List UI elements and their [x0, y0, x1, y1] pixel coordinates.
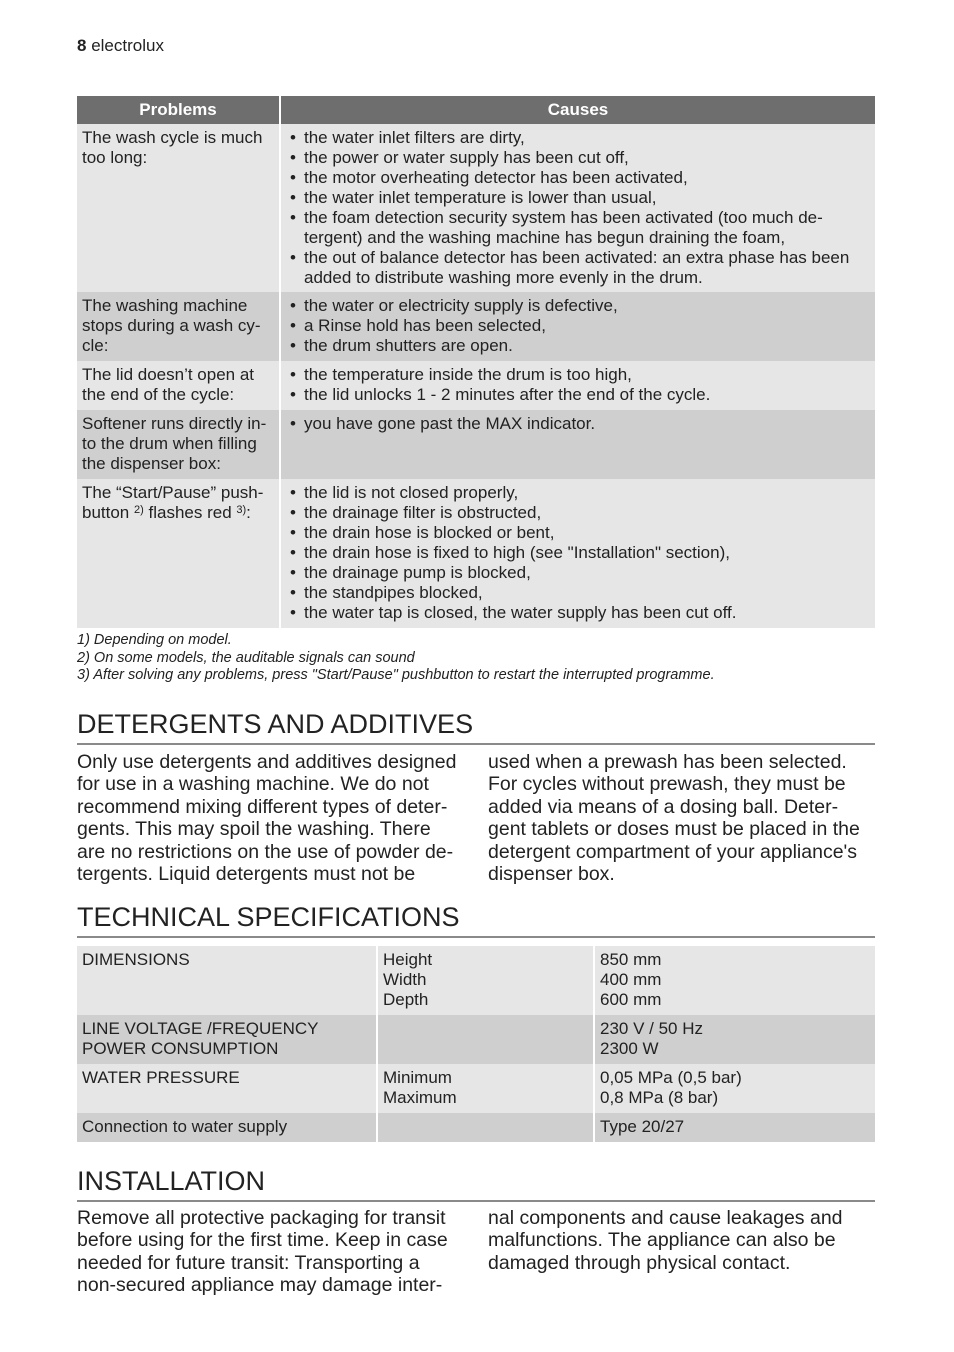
- cause-item: • the motor overheating detector has been activated,: [285, 168, 871, 188]
- problem-cell: [77, 410, 280, 479]
- spec-name-cell: [77, 1064, 377, 1113]
- cause-item: • the power or water supply has been cut off,: [285, 148, 871, 168]
- problem-text: cle:: [82, 336, 109, 355]
- detergents-heading: DETERGENTS AND ADDITIVES: [77, 707, 875, 745]
- cause-item: • the foam detection security system has been activated (too much de-tergent) and the washing machine has begun draining the foam,: [285, 208, 871, 248]
- cause-item: • the water or electricity supply is defective,: [285, 296, 871, 316]
- cause-item: • the out of balance detector has been activated: an extra phase has been added to distribute washing more evenly in the drum.: [285, 248, 871, 288]
- spec-param: Depth: [383, 990, 429, 1009]
- table-row: [77, 361, 875, 410]
- paragraph-line: nal components and cause leakages and: [488, 1207, 843, 1229]
- cause-item: • the temperature inside the drum is too high,: [285, 365, 871, 385]
- page-header: [77, 36, 164, 56]
- spec-value: 600 mm: [600, 990, 662, 1009]
- problem-text: stops during a wash cy-: [82, 316, 261, 335]
- problem-text: The wash cycle is much: [82, 128, 263, 147]
- table-row: [77, 410, 875, 479]
- detergents-body: [77, 751, 875, 885]
- paragraph-line: For cycles without prewash, they must be: [488, 773, 846, 796]
- problem-text-part: button: [82, 503, 134, 522]
- cause-item: • the drainage filter is obstructed,: [285, 503, 871, 523]
- table-row: [77, 1015, 875, 1064]
- spec-name: WATER PRESSURE: [82, 1068, 240, 1087]
- paragraph-line: for use in a washing machine. We do not: [77, 773, 429, 796]
- problem-text: Softener runs directly in-: [82, 414, 267, 433]
- spec-param: Minimum: [383, 1068, 452, 1087]
- problem-text: to the drum when filling: [82, 434, 257, 453]
- column-header-causes: Causes: [280, 96, 875, 124]
- installation-column-right: [488, 1207, 875, 1297]
- spec-param: Maximum: [383, 1088, 457, 1107]
- footnote-ref: 2): [134, 504, 144, 516]
- page-number: 8: [77, 36, 87, 55]
- paragraph-line: Only use detergents and additives designed: [77, 751, 457, 773]
- spec-value: 2300 W: [600, 1039, 659, 1058]
- table-row: [77, 1113, 875, 1142]
- spec-param-cell: [377, 1064, 594, 1113]
- cause-list: [285, 483, 871, 623]
- spec-value: 0,05 MPa (0,5 bar): [600, 1068, 742, 1087]
- spec-param-cell: [377, 1015, 594, 1064]
- problem-text: [82, 503, 275, 523]
- spec-value: 400 mm: [600, 970, 662, 989]
- paragraph-line: detergent compartment of your appliance's: [488, 840, 858, 863]
- cause-item: • the lid unlocks 1 - 2 minutes after the end of the cycle.: [285, 385, 871, 405]
- problem-text: The washing machine: [82, 296, 248, 315]
- problem-text: The lid doesn’t open at: [82, 365, 255, 384]
- cause-item: • the lid is not closed properly,: [285, 483, 871, 503]
- problem-text: The “Start/Pause” push-: [82, 483, 264, 502]
- footnotes: [77, 632, 715, 685]
- cause-item: • the drum shutters are open.: [285, 336, 871, 356]
- spec-name-cell: [77, 1113, 377, 1142]
- specs-heading: TECHNICAL SPECIFICATIONS: [77, 900, 875, 938]
- spec-value: 850 mm: [600, 950, 662, 969]
- problem-text: too long:: [82, 148, 148, 167]
- troubleshooting-table: [77, 96, 875, 628]
- paragraph-line: Remove all protective packaging for transit: [77, 1207, 446, 1229]
- spec-name: Connection to water supply: [82, 1117, 288, 1136]
- spec-value-cell: [594, 1064, 875, 1113]
- problem-cell: [77, 479, 280, 628]
- paragraph-line: tergents. Liquid detergents must not be: [77, 863, 416, 886]
- footnote: 3) After solving any problems, press "Start/Pause" pushbutton to restart the interrupted programme.: [77, 667, 715, 684]
- table-row: [77, 946, 875, 1015]
- problem-text-part: :: [246, 503, 251, 522]
- spec-value-cell: [594, 1015, 875, 1064]
- spec-name-cell: [77, 946, 377, 1015]
- problem-text: the dispenser box:: [82, 454, 221, 473]
- cause-item: • the drain hose is blocked or bent,: [285, 523, 871, 543]
- paragraph-line: non-secured appliance may damage inter-: [77, 1274, 443, 1297]
- cause-list: [285, 296, 871, 356]
- table-row: [77, 1064, 875, 1113]
- detergents-column-right: [488, 751, 875, 885]
- footnote-ref: 3): [236, 504, 247, 516]
- cause-list: [285, 365, 871, 405]
- paragraph-line: recommend mixing different types of deter-: [77, 795, 448, 818]
- installation-column-left: [77, 1207, 464, 1297]
- table-row: [77, 124, 875, 292]
- installation-heading: INSTALLATION: [77, 1164, 875, 1202]
- cause-item: • a Rinse hold has been selected,: [285, 316, 871, 336]
- spec-param: Width: [383, 970, 427, 989]
- paragraph-line: needed for future transit: Transporting a: [77, 1251, 420, 1274]
- cause-list: [285, 128, 871, 288]
- causes-cell: [280, 292, 875, 361]
- causes-cell: [280, 361, 875, 410]
- problem-cell: [77, 292, 280, 361]
- paragraph-line: before using for the first time. Keep in case: [77, 1229, 448, 1252]
- causes-cell: [280, 410, 875, 479]
- cause-item: • the water inlet filters are dirty,: [285, 128, 871, 148]
- paragraph-line: gent tablets or doses must be placed in the: [488, 818, 860, 841]
- spec-param: Height: [383, 950, 433, 969]
- problem-cell: [77, 361, 280, 410]
- spec-name: LINE VOLTAGE /FREQUENCY: [82, 1019, 319, 1038]
- spec-value: 0,8 MPa (8 bar): [600, 1088, 719, 1107]
- table-row: [77, 292, 875, 361]
- problem-text-part: flashes red: [143, 503, 237, 522]
- spec-value-cell: [594, 1113, 875, 1142]
- cause-item: • the drainage pump is blocked,: [285, 563, 871, 583]
- problem-cell: [77, 124, 280, 292]
- causes-cell: [280, 124, 875, 292]
- table-header-row: [77, 96, 875, 124]
- spec-name-cell: [77, 1015, 377, 1064]
- cause-item: • you have gone past the MAX indicator.: [285, 414, 871, 434]
- spec-name: POWER CONSUMPTION: [82, 1039, 279, 1058]
- causes-cell: [280, 479, 875, 628]
- paragraph-line: added via means of a dosing ball. Deter-: [488, 795, 839, 818]
- spec-name: DIMENSIONS: [82, 950, 190, 969]
- specs-table: [77, 946, 875, 1142]
- spec-value: 230 V / 50 Hz: [600, 1019, 704, 1038]
- table-row: [77, 479, 875, 628]
- detergents-column-left: [77, 751, 464, 885]
- footnote: 1) Depending on model.: [77, 632, 232, 648]
- cause-list: [285, 414, 871, 434]
- paragraph-line: are no restrictions on the use of powder de-: [77, 840, 454, 863]
- paragraph-line: gents. This may spoil the washing. There: [77, 818, 431, 841]
- spec-param-cell: [377, 1113, 594, 1142]
- paragraph-line: used when a prewash has been selected.: [488, 751, 847, 773]
- installation-body: [77, 1207, 875, 1297]
- paragraph-line: malfunctions. The appliance can also be: [488, 1229, 836, 1252]
- spec-value: Type 20/27: [600, 1117, 685, 1136]
- paragraph-line: damaged through physical contact.: [488, 1251, 791, 1274]
- paragraph-line: dispenser box.: [488, 863, 615, 886]
- spec-param-cell: [377, 946, 594, 1015]
- footnote: 2) On some models, the auditable signals can sound: [77, 649, 415, 666]
- cause-item: • the standpipes blocked,: [285, 583, 871, 603]
- cause-item: • the water inlet temperature is lower than usual,: [285, 188, 871, 208]
- column-header-problems: Problems: [77, 96, 280, 124]
- cause-item: • the drain hose is fixed to high (see "Installation" section),: [285, 543, 871, 563]
- problem-text: the end of the cycle:: [82, 385, 235, 404]
- cause-item: • the water tap is closed, the water supply has been cut off.: [285, 603, 871, 623]
- brand-name: electrolux: [91, 36, 164, 55]
- spec-value-cell: [594, 946, 875, 1015]
